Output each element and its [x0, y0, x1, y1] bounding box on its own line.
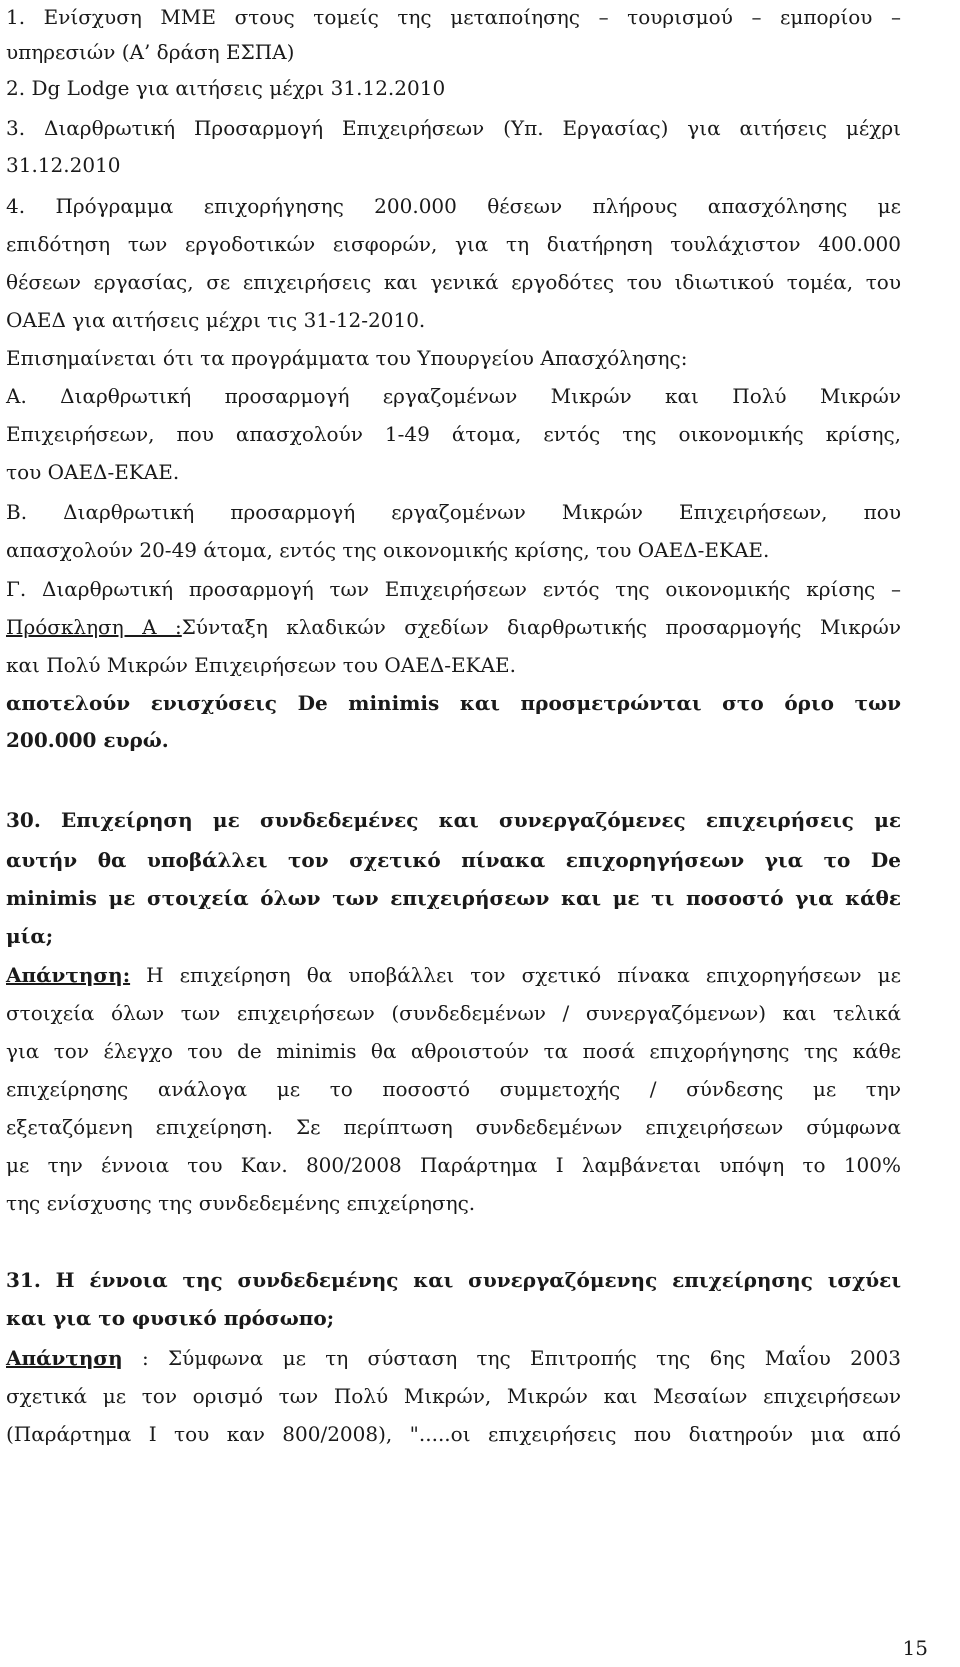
- answer-31-label: Απάντηση: [6, 1346, 123, 1370]
- question-31-number: 31.: [6, 1268, 41, 1292]
- bold-text-line: 200.000 ευρώ.: [6, 728, 169, 752]
- text-line: (Παράρτημα Ι του καν 800/2008), ".....οι επιχειρήσεις που διατηρούν μια από: [6, 1422, 901, 1446]
- invitation-text: Σύνταξη κλαδικών σχεδίων διαρθρωτικής προσαρμογής Μικρών: [181, 615, 901, 639]
- bold-text-line: αποτελούν ενισχύσεις De minimis και προσμετρώνται στο όριο των: [6, 691, 901, 715]
- text-line: Β. Διαρθρωτική προσαρμογή εργαζομένων Μικρών Επιχειρήσεων, που: [6, 500, 901, 524]
- question-31-line: [6, 1267, 901, 1293]
- answer-30-line: [6, 962, 901, 988]
- question-31-text: Η έννοια της συνδεδεμένης και συνεργαζόμενης επιχείρησης ισχύει: [55, 1268, 901, 1292]
- answer-31-line: [6, 1345, 901, 1371]
- bold-text-line: μία;: [6, 924, 54, 948]
- bold-text-line: και για το φυσικό πρόσωπο;: [6, 1306, 335, 1330]
- text-line: επιχείρησης ανάλογα με το ποσοστό συμμετοχής / σύνδεσης με την: [6, 1077, 901, 1101]
- text-line: εξεταζόμενη επιχείρηση. Σε περίπτωση συνδεδεμένων επιχειρήσεων σύμφωνα: [6, 1115, 901, 1139]
- text-line: και Πολύ Μικρών Επιχειρήσεων του ΟΑΕΔ-ΕΚΑΕ.: [6, 653, 516, 677]
- text-line: απασχολούν 20-49 άτομα, εντός της οικονομικής κρίσης, του ΟΑΕΔ-ΕΚΑΕ.: [6, 538, 770, 562]
- answer-31-text: : Σύμφωνα με τη σύσταση της Επιτροπής της 6ης Μαΐου 2003: [142, 1346, 901, 1370]
- text-line: Επισημαίνεται ότι τα προγράμματα του Υπουργείου Απασχόλησης:: [6, 346, 688, 370]
- text-line: Επιχειρήσεων, που απασχολούν 1-49 άτομα, εντός της οικονομικής κρίσης,: [6, 422, 901, 446]
- text-line: με την έννοια του Καν. 800/2008 Παράρτημα Ι λαμβάνεται υπόψη το 100%: [6, 1153, 901, 1177]
- text-line: του ΟΑΕΔ-ΕΚΑΕ.: [6, 460, 180, 484]
- invitation-line: [6, 614, 901, 640]
- text-line: σχετικά με τον ορισμό των Πολύ Μικρών, Μικρών και Μεσαίων επιχειρήσεων: [6, 1384, 901, 1408]
- text-line: Α. Διαρθρωτική προσαρμογή εργαζομένων Μικρών και Πολύ Μικρών: [6, 384, 901, 408]
- text-line: στοιχεία όλων των επιχειρήσεων (συνδεδεμένων / συνεργαζόμενων) και τελικά: [6, 1001, 901, 1025]
- text-line: της ενίσχυσης της συνδεδεμένης επιχείρησης.: [6, 1191, 476, 1215]
- bold-text-line: minimis με στοιχεία όλων των επιχειρήσεων και με τι ποσοστό για κάθε: [6, 886, 901, 910]
- question-30-text: Επιχείρηση με συνδεδεμένες και συνεργαζόμενες επιχειρήσεις με: [61, 808, 902, 832]
- text-line: 4. Πρόγραμμα επιχορήγησης 200.000 θέσεων πλήρους απασχόλησης με: [6, 194, 901, 218]
- text-line: επιδότηση των εργοδοτικών εισφορών, για τη διατήρηση τουλάχιστον 400.000: [6, 232, 901, 256]
- answer-30-label: Απάντηση:: [6, 963, 131, 987]
- text-line: 31.12.2010: [6, 153, 121, 177]
- page-number: 15: [902, 1636, 928, 1660]
- question-30-number: 30.: [6, 808, 41, 832]
- answer-30-text: Η επιχείρηση θα υποβάλλει τον σχετικό πίνακα επιχορηγήσεων με: [146, 963, 901, 987]
- question-30-line: [6, 807, 901, 833]
- text-line: Γ. Διαρθρωτική προσαρμογή των Επιχειρήσεων εντός της οικονομικής κρίσης –: [6, 577, 901, 601]
- text-line: ΟΑΕΔ για αιτήσεις μέχρι τις 31-12-2010.: [6, 308, 426, 332]
- text-line: 3. Διαρθρωτική Προσαρμογή Επιχειρήσεων (Υπ. Εργασίας) για αιτήσεις μέχρι: [6, 116, 901, 140]
- bold-text-line: αυτήν θα υποβάλλει τον σχετικό πίνακα επιχορηγήσεων για το De: [6, 848, 901, 872]
- text-line: 2. Dg Lodge για αιτήσεις μέχρι 31.12.2010: [6, 76, 446, 100]
- invitation-label: Πρόσκληση Α :: [6, 615, 182, 639]
- text-line: υπηρεσιών (Α’ δράση ΕΣΠΑ): [6, 40, 295, 64]
- text-line: 1. Ενίσχυση ΜΜΕ στους τομείς της μεταποίησης – τουρισμού – εμπορίου –: [6, 5, 901, 29]
- text-line: για τον έλεγχο του de minimis θα αθροιστούν τα ποσά επιχορήγησης της κάθε: [6, 1039, 901, 1063]
- text-line: θέσεων εργασίας, σε επιχειρήσεις και γενικά εργοδότες του ιδιωτικού τομέα, του: [6, 270, 901, 294]
